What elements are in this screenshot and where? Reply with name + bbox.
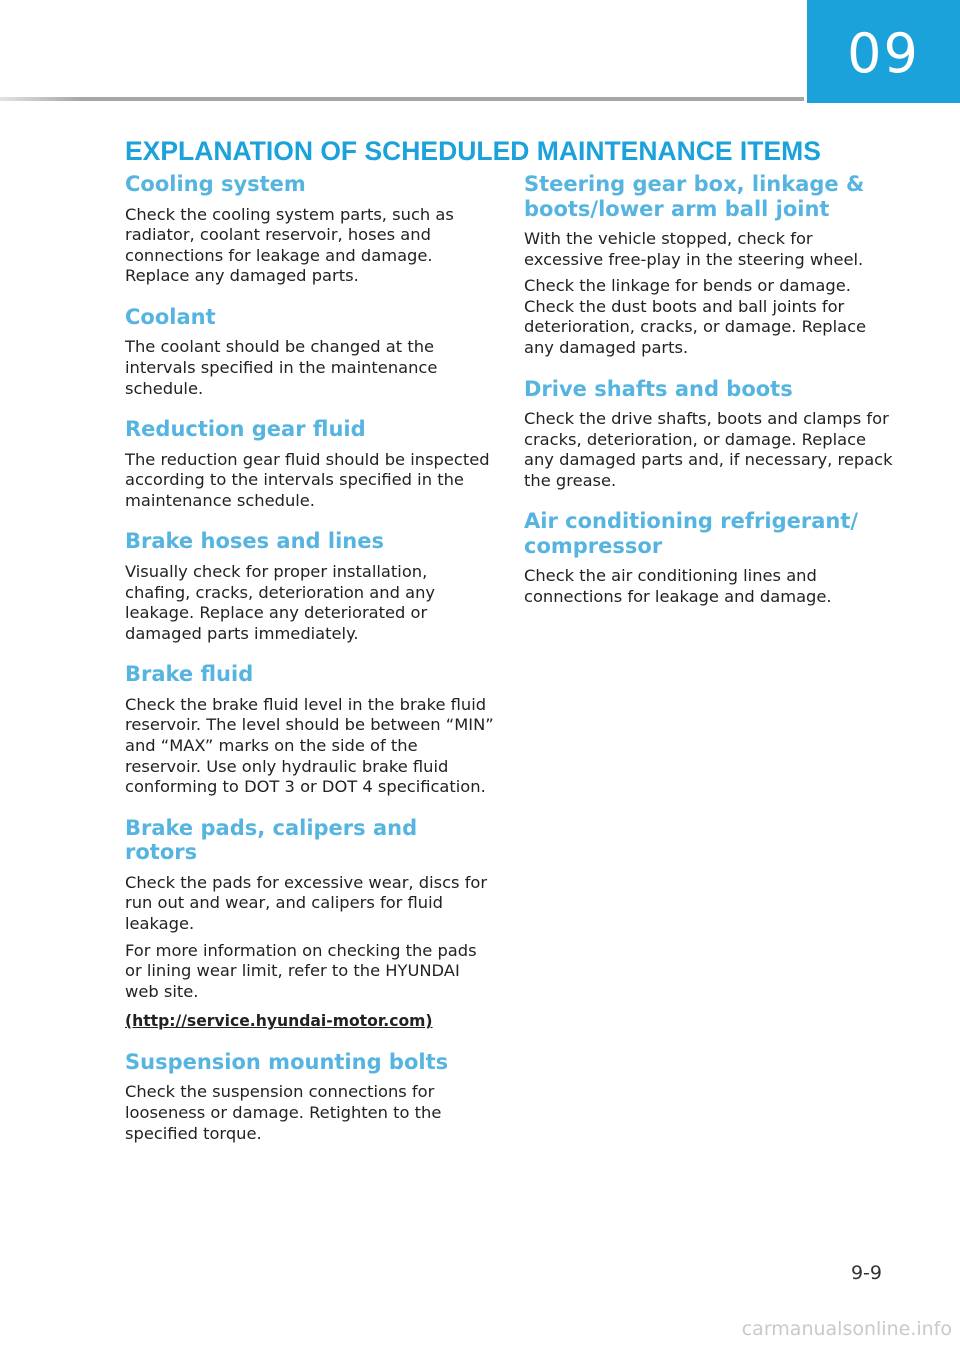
item-heading: Cooling system (125, 172, 306, 196)
item-heading: Air conditioning refrigerant/ compressor (524, 509, 859, 558)
item-paragraph: Check the cooling system parts, such as radiator, coolant reservoir, hoses and connections for leakage and damage. Replace any damaged parts. (125, 204, 454, 286)
item-suspension-bolts (125, 1050, 495, 1144)
item-paragraph: Visually check for proper installation, chafing, cracks, deterioration and any leakage. Replace any deteriorated or damaged parts immediately. (125, 561, 436, 643)
item-drive-shafts (524, 377, 896, 492)
item-paragraph: Check the air conditioning lines and connections for leakage and damage. (524, 566, 832, 607)
item-paragraph: Check the drive shafts, boots and clamps for cracks, deterioration, or damage. Replace any damaged parts and, if necessary, repack the grease. (524, 409, 893, 490)
item-cooling-system (125, 172, 495, 287)
section-title: EXPLANATION OF SCHEDULED MAINTENANCE ITEMS (125, 136, 821, 166)
chapter-number: 09 (847, 22, 920, 85)
item-paragraph: Check the suspension connections for looseness or damage. Retighten to the specified torque. (125, 1082, 442, 1143)
item-heading: Drive shafts and boots (524, 376, 793, 401)
item-steering-gear-box (524, 172, 896, 359)
right-column (524, 172, 896, 626)
item-brake-hoses-lines (125, 529, 495, 644)
item-brake-pads (125, 816, 495, 1032)
chapter-tab (807, 0, 960, 103)
item-paragraph: Check the brake fluid level in the brake fluid reservoir. The level should be between “MIN” and “MAX” marks on the side of the reservoir. Use only hydraulic brake fluid conforming to DOT 3 or DOT 4 specification. (125, 694, 494, 797)
item-heading: Suspension mounting bolts (125, 1049, 449, 1074)
service-link[interactable]: (http://service.hyundai-motor.com) (125, 1012, 433, 1031)
page-number: 9-9 (850, 1262, 882, 1284)
item-paragraph: For more information on checking the pads or lining wear limit, refer to the HYUNDAI web site. (125, 940, 477, 1001)
item-air-conditioning (524, 509, 896, 607)
item-paragraph: Check the linkage for bends or damage. Check the dust boots and ball joints for deterioration, cracks, or damage. Replace any damaged parts. (524, 276, 867, 357)
item-paragraph: With the vehicle stopped, check for excessive free-play in the steering wheel. (524, 229, 864, 269)
header-rule (0, 97, 804, 101)
item-reduction-gear-fluid (125, 417, 495, 511)
item-paragraph: The coolant should be changed at the intervals specified in the maintenance schedule. (125, 337, 438, 398)
item-coolant (125, 305, 495, 399)
item-heading: Brake fluid (125, 662, 254, 687)
item-paragraph: Check the pads for excessive wear, discs for run out and wear, and calipers for fluid leakage. (125, 872, 488, 933)
item-heading: Brake hoses and lines (125, 529, 384, 554)
item-paragraph: The reduction gear fluid should be inspected according to the intervals specified in the maintenance schedule. (125, 449, 490, 510)
item-brake-fluid (125, 662, 495, 797)
left-column (125, 172, 495, 1162)
item-heading: Steering gear box, linkage & boots/lower arm ball joint (524, 172, 865, 221)
item-heading: Brake pads, calipers and rotors (125, 815, 418, 865)
item-heading: Coolant (125, 304, 216, 329)
item-heading: Reduction gear fluid (125, 417, 366, 442)
watermark: carmanualsonline.info (741, 1318, 952, 1340)
